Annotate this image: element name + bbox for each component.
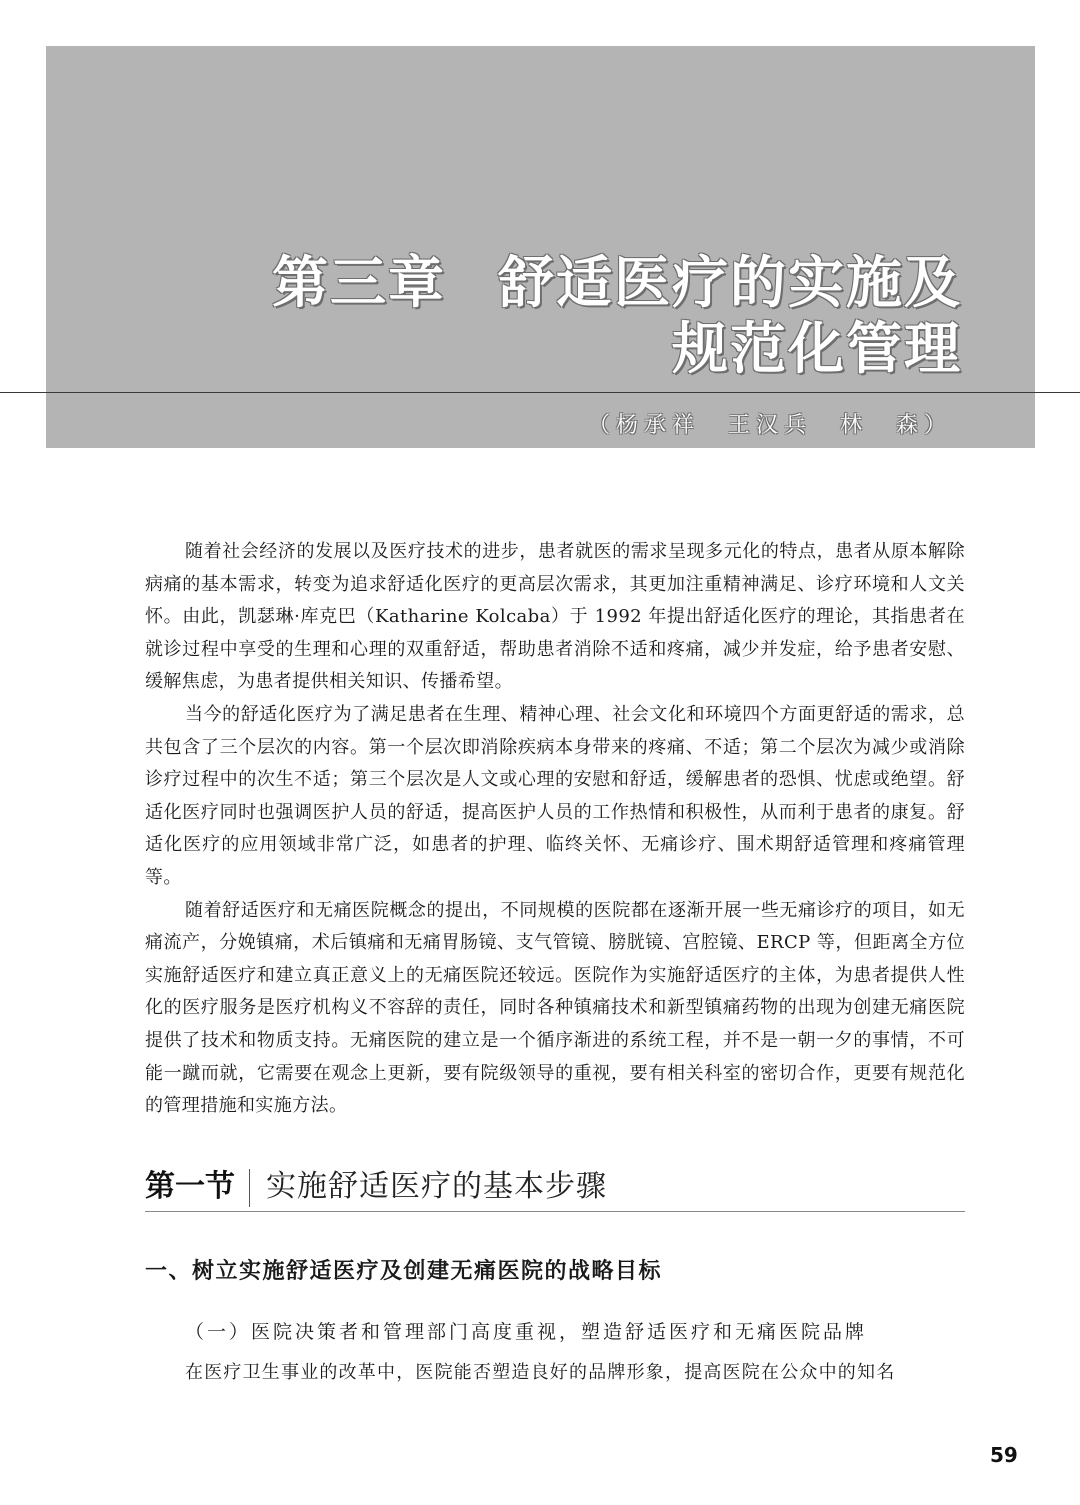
chapter-title-line-1 (272, 250, 962, 316)
chapter-title-line-2: 规范化管理 (672, 316, 962, 382)
chapter-title-text-1: 舒适医疗的实施及 (498, 250, 962, 316)
header-rule-divider (0, 392, 1080, 393)
intro-body-text (145, 536, 965, 1123)
section-title: 实施舒适医疗的基本步骤 (266, 1169, 607, 1204)
page-number: 59 (990, 1443, 1018, 1467)
chapter-title (272, 250, 962, 382)
chapter-number: 第三章 (272, 250, 446, 316)
section-separator (249, 1169, 250, 1207)
intro-paragraph-2: 当今的舒适化医疗为了满足患者在生理、精神心理、社会文化和环境四个方面更舒适的需求，总共包含了三个层次的内容。第一个层次即消除疾病本身带来的疼痛、不适；第二个层次为减少或消除诊疗过程中的次生不适；第三个层次是人文或心理的安慰和舒适，缓解患者的恐惧、忧虑或绝望。舒适化医疗同时也强调医护人员的舒适，提高医护人员的工作热情和积极性，从而利于患者的康复。舒适化医疗的应用领域非常广泛，如患者的护理、临终关怀、无痛诊疗、围术期舒适管理和疼痛管理等。 (145, 703, 965, 888)
intro-paragraph-3: 随着舒适医疗和无痛医院概念的提出，不同规模的医院都在逐渐开展一些无痛诊疗的项目，如无痛流产，分娩镇痛，术后镇痛和无痛胃肠镜、支气管镜、膀胱镜、宫腔镜、ERCP 等，但距离全方位实施舒适医疗和建立真正意义上的无痛医院还较远。医院作为实施舒适医疗的主体，为患者提供人性化的医疗服务是医疗机构义不容辞的责任，同时各种镇痛技术和新型镇痛药物的出现为创建无痛医院提供了技术和物质支持。无痛医院的建立是一个循序渐进的系统工程，并不是一朝一夕的事情，不可能一蹴而就，它需要在观念上更新，要有院级领导的重视，要有相关科室的密切合作，更要有规范化的管理措施和实施方法。 (145, 899, 965, 1117)
subheading-level-2: （一）医院决策者和管理部门高度重视，塑造舒适医疗和无痛医院品牌 (185, 1321, 868, 1343)
section-heading (145, 1163, 965, 1212)
section-label: 第一节 (145, 1169, 235, 1204)
chapter-authors: （杨承祥 王汉兵 林 森） (587, 413, 952, 438)
subheading-level-1: 一、树立实施舒适医疗及创建无痛医院的战略目标 (145, 1259, 663, 1284)
chapter-header-block (46, 46, 1035, 448)
intro-paragraph-1: 随着社会经济的发展以及医疗技术的进步，患者就医的需求呈现多元化的特点，患者从原本解除病痛的基本需求，转变为追求舒适化医疗的更高层次需求，其更加注重精神满足、诊疗环境和人文关怀。由此，凯瑟琳·库克巴（Katharine Kolcaba）于 1992 年提出舒适化医疗的理论，其指患者在就诊过程中享受的生理和心理的双重舒适，帮助患者消除不适和疼痛，减少并发症，给予患者安慰、缓解焦虑，为患者提供相关知识、传播希望。 (145, 541, 965, 693)
body-paragraph-continued: 在医疗卫生事业的改革中，医院能否塑造良好的品牌形象，提高医院在公众中的知名 (185, 1362, 896, 1383)
